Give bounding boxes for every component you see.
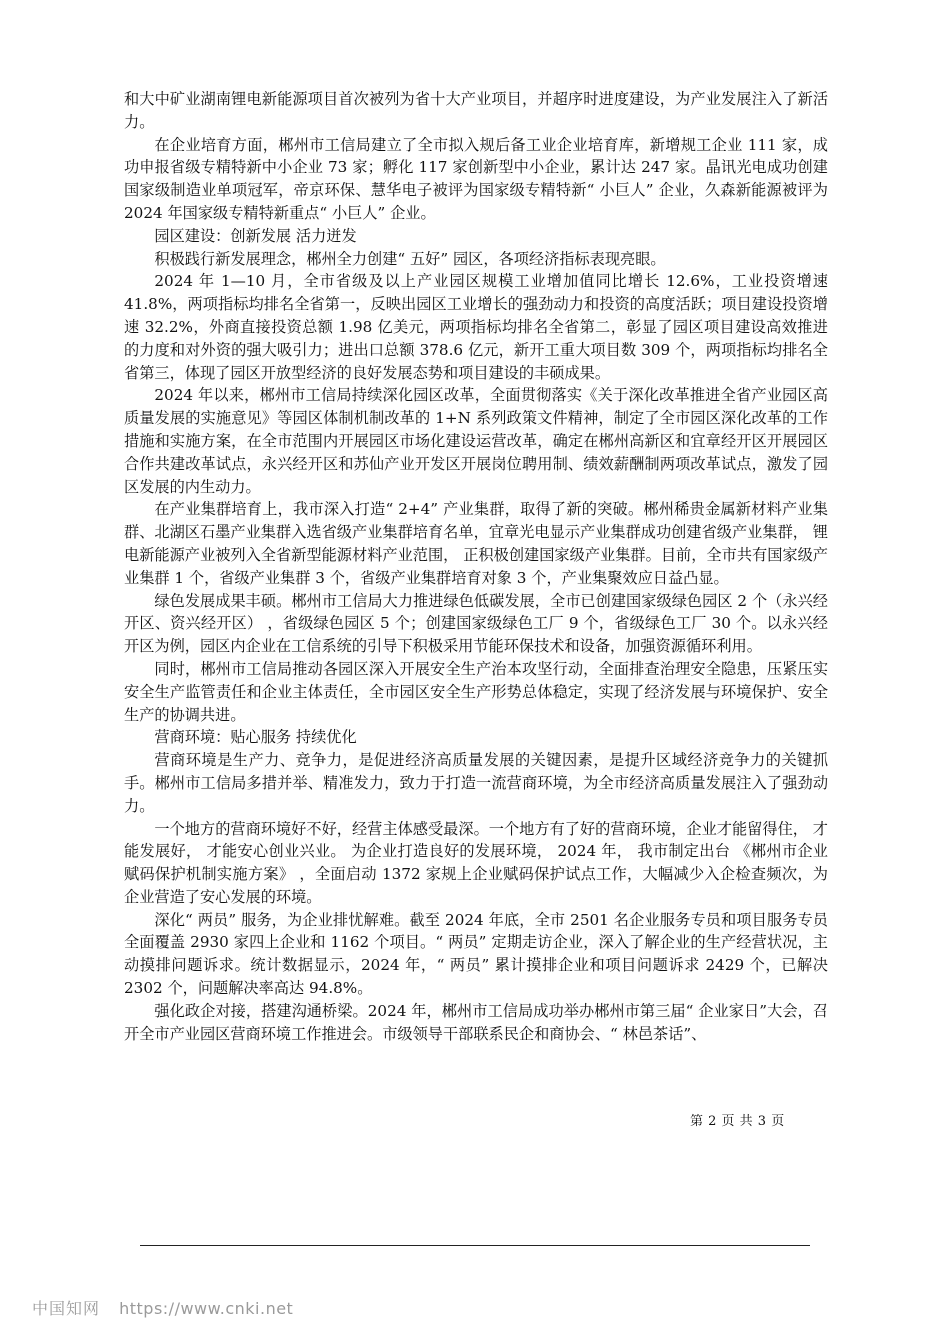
paragraph: 2024 年 1—10 月，全市省级及以上产业园区规模工业增加值同比增长 12.6%，工业投资增速 41.8%，两项指标均排名全省第一，反映出园区工业增长的强劲动力和投资的高度活跃；项目建设投资增速 32.2%，外商直接投资总额 1.98 亿美元，两项指标均排名全省第二，彰显了园区项目建设高效推进的力度和对外资的强大吸引力；进出口总额 378.6 亿元，新开工重大项目数 309 个，两项指标均排名全省第三，体现了园区开放型经济的良好发展态势和项目建设的丰硕成果。 <box>124 272 828 382</box>
footer-divider <box>140 1245 810 1246</box>
paragraph: 和大中矿业湖南锂电新能源项目首次被列为省十大产业项目，并超序时进度建设，为产业发展注入了新活力。 <box>124 90 828 131</box>
page-number: 第 2 页 共 3 页 <box>690 1114 785 1129</box>
paragraph: 营商环境是生产力、竞争力，是促进经济高质量发展的关键因素，是提升区域经济竞争力的关键抓手。郴州市工信局多措并举、精准发力，致力于打造一流营商环境，为全市经济高质量发展注入了强劲动力。 <box>124 751 828 815</box>
paragraph: 积极践行新发展理念，郴州全力创建“ 五好” 园区，各项经济指标表现亮眼。 <box>154 249 666 268</box>
cnki-watermark <box>32 1296 293 1319</box>
paragraph: 绿色发展成果丰硕。郴州市工信局大力推进绿色低碳发展，全市已创建国家级绿色园区 2 个（永兴经开区、资兴经开区） ，省级绿色园区 5 个；创建国家级绿色工厂 9 个，省级绿色工厂 30 个。以永兴经开区为例，园区内企业在工信系统的引导下积极采用节能环保技术和设备，加强资源循环利用。 <box>124 591 828 656</box>
watermark-url: https://www.cnki.net <box>119 1299 294 1318</box>
paragraph: 在企业培育方面，郴州市工信局建立了全市拟入规后备工业企业培育库，新增规工企业 111 家，成功申报省级专精特新中小企业 73 家；孵化 117 家创新型中小企业，累计达 247 家。晶讯光电成功创建国家级制造业单项冠军，帝京环保、慧华电子被评为国家级专精特新“ 小巨人” 企业，久森新能源被评为 2024 年国家级专精特新重点“ 小巨人” 企业。 <box>124 135 828 222</box>
paragraph: 2024 年以来，郴州市工信局持续深化园区改革，全面贯彻落实《关于深化改革推进全省产业园区高质量发展的实施意见》等园区体制机制改革的 1+N 系列政策文件精神，制定了全市园区深化改革的工作措施和实施方案，在全市范围内开展园区市场化建设运营改革，确定在郴州高新区和宜章经开区开展园区合作共建改革试点，永兴经开区和苏仙产业开发区开展岗位聘用制、绩效薪酬制两项改革试点，激发了园区发展的内生动力。 <box>124 386 828 496</box>
watermark-brand: 中国知网 <box>32 1299 101 1318</box>
paragraph: 强化政企对接，搭建沟通桥梁。2024 年，郴州市工信局成功举办郴州市第三届“ 企业家日”大会，召开全市产业园区营商环境工作推进会。市级领导干部联系民企和商协会、“ 林邑茶话”、 <box>124 1001 828 1043</box>
paragraph: 在产业集群培育上，我市深入打造“ 2+4” 产业集群，取得了新的突破。郴州稀贵金属新材料产业集群、北湖区石墨产业集群入选省级产业集群培育名单，宜章光电显示产业集群成功创建省级产业集群， 锂电新能源产业被列入全省新型能源材料产业范围， 正积极创建国家级产业集群。目前，全市共有国家级产业集群 1 个，省级产业集群 3 个，省级产业集群培育对象 3 个，产业集聚效应日益凸显。 <box>124 500 828 587</box>
section-heading: 营商环境：贴心服务 持续优化 <box>154 728 357 747</box>
paragraph: 深化“ 两员” 服务，为企业排忧解难。截至 2024 年底，全市 2501 名企业服务专员和项目服务专员全面覆盖 2930 家四上企业和 1162 个项目。“ 两员” 定期走访企业，深入了解企业的生产经营状况，主动摸排问题诉求。统计数据显示，2024 年，“ 两员” 累计摸排企业和项目问题诉求 2429 个，已解决 2302 个，问题解决率高达 94.8%。 <box>124 910 828 998</box>
section-heading: 园区建设：创新发展 活力迸发 <box>154 226 357 245</box>
paragraph: 同时，郴州市工信局推动各园区深入开展安全生产治本攻坚行动，全面排查治理安全隐患，压紧压实安全生产监管责任和企业主体责任，全市园区安全生产形势总体稳定，实现了经济发展与环境保护、安全生产的协调共进。 <box>124 659 828 724</box>
document-body <box>124 88 828 1045</box>
paragraph: 一个地方的营商环境好不好，经营主体感受最深。一个地方有了好的营商环境，企业才能留得住， 才能发展好， 才能安心创业兴业。 为企业打造良好的发展环境， 2024 年， 我市制定出台 《郴州市企业赋码保护机制实施方案》 ，全面启动 1372 家规上企业赋码保护试点工作，大幅减少入企检查频次，为企业营造了安心发展的环境。 <box>124 819 828 906</box>
